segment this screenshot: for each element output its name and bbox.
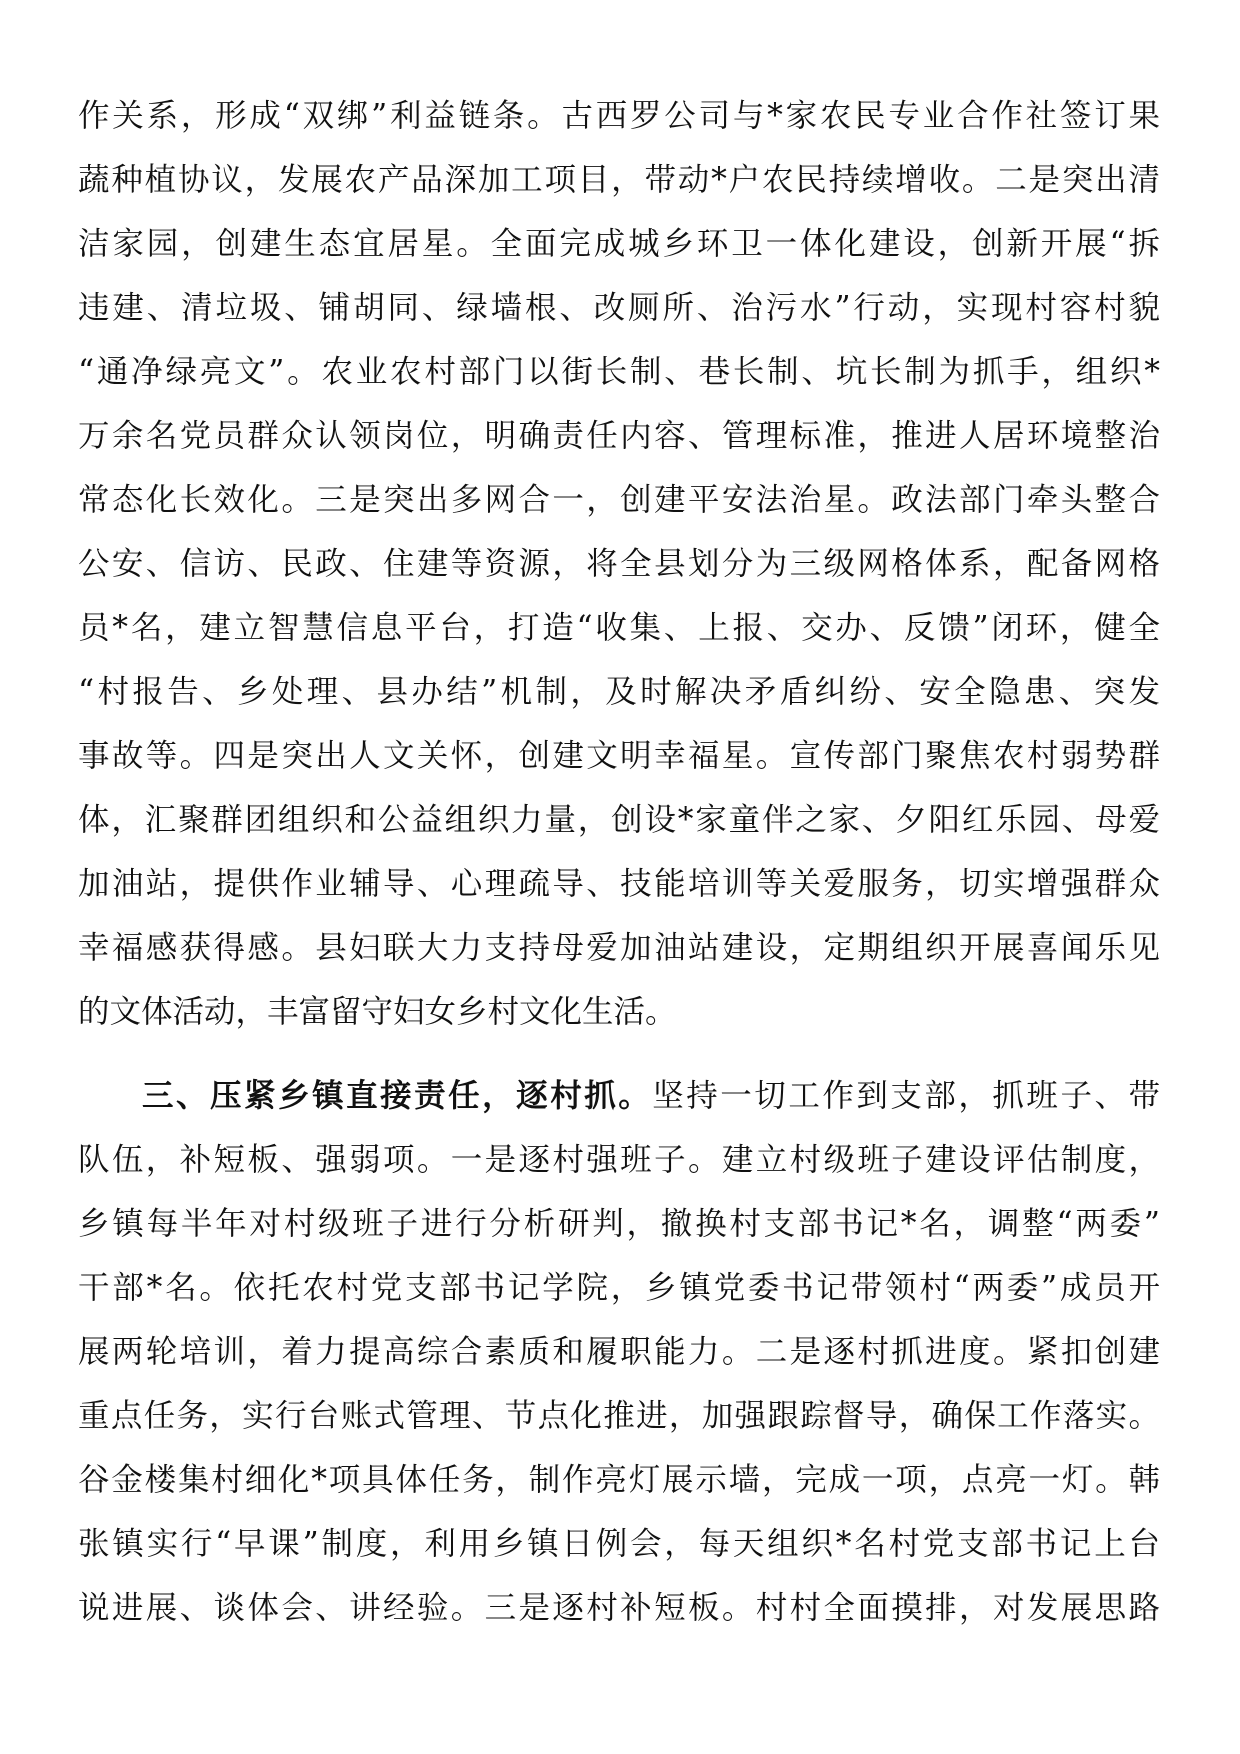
text-line: 乡镇每半年对村级班子进行分析研判，撤换村支部书记*名，调整“两委”: [78, 1206, 1160, 1242]
text-line: 蔬种植协议，发展农产品深加工项目，带动*户农民持续增收。二是突出清: [78, 162, 1160, 198]
text-line: 万余名党员群众认领岗位，明确责任内容、管理标准，推进人居环境整治: [78, 418, 1160, 454]
text-line: 张镇实行“早课”制度，利用乡镇日例会，每天组织*名村党支部书记上台: [78, 1526, 1160, 1562]
text-line: 加油站，提供作业辅导、心理疏导、技能培训等关爱服务，切实增强群众: [78, 866, 1160, 902]
text-line: “通净绿亮文”。农业农村部门以街长制、巷长制、坑长制为抓手，组织*: [78, 354, 1160, 390]
text-line: [78, 1064, 1160, 1128]
paragraph-spacer: [78, 1044, 1160, 1064]
text-line: 展两轮培训，着力提高综合素质和履职能力。二是逐村抓进度。紧扣创建: [78, 1334, 1160, 1370]
text-line: 常态化长效化。三是突出多网合一，创建平安法治星。政法部门牵头整合: [78, 482, 1160, 518]
text-line: 说进展、谈体会、讲经验。三是逐村补短板。村村全面摸排，对发展思路: [78, 1590, 1160, 1626]
text-line: 作关系，形成“双绑”利益链条。古西罗公司与*家农民专业合作社签订果: [78, 98, 1160, 134]
text-line: 谷金楼集村细化*项具体任务，制作亮灯展示墙，完成一项，点亮一灯。韩: [78, 1462, 1160, 1498]
paragraph-township-responsibility: [78, 1064, 1160, 1640]
heading-continuation: 坚持一切工作到支部，抓班子、带: [652, 1078, 1160, 1114]
paragraph-star-creation: [78, 84, 1160, 1044]
text-line: 违建、清垃圾、铺胡同、绿墙根、改厕所、治污水”行动，实现村容村貌: [78, 290, 1160, 326]
document-body: [78, 84, 1160, 1640]
text-line: 公安、信访、民政、住建等资源，将全县划分为三级网格体系，配备网格: [78, 546, 1160, 582]
text-line: “村报告、乡处理、县办结”机制，及时解决矛盾纠纷、安全隐患、突发: [78, 674, 1160, 710]
text-line: 体，汇聚群团组织和公益组织力量，创设*家童伴之家、夕阳红乐园、母爱: [78, 802, 1160, 838]
text-line: 幸福感获得感。县妇联大力支持母爱加油站建设，定期组织开展喜闻乐见: [78, 930, 1160, 966]
section-heading: 三、压紧乡镇直接责任，逐村抓。: [142, 1078, 653, 1114]
text-line: 的文体活动，丰富留守妇女乡村文化生活。: [78, 994, 677, 1030]
text-line: 洁家园，创建生态宜居星。全面完成城乡环卫一体化建设，创新开展“拆: [78, 226, 1160, 262]
text-line: 重点任务，实行台账式管理、节点化推进，加强跟踪督导，确保工作落实。: [78, 1398, 1160, 1434]
text-line: 队伍，补短板、强弱项。一是逐村强班子。建立村级班子建设评估制度，: [78, 1142, 1160, 1178]
text-line: 干部*名。依托农村党支部书记学院，乡镇党委书记带领村“两委”成员开: [78, 1270, 1160, 1306]
text-line: 员*名，建立智慧信息平台，打造“收集、上报、交办、反馈”闭环，健全: [78, 610, 1160, 646]
text-line: 事故等。四是突出人文关怀，创建文明幸福星。宣传部门聚焦农村弱势群: [78, 738, 1160, 774]
